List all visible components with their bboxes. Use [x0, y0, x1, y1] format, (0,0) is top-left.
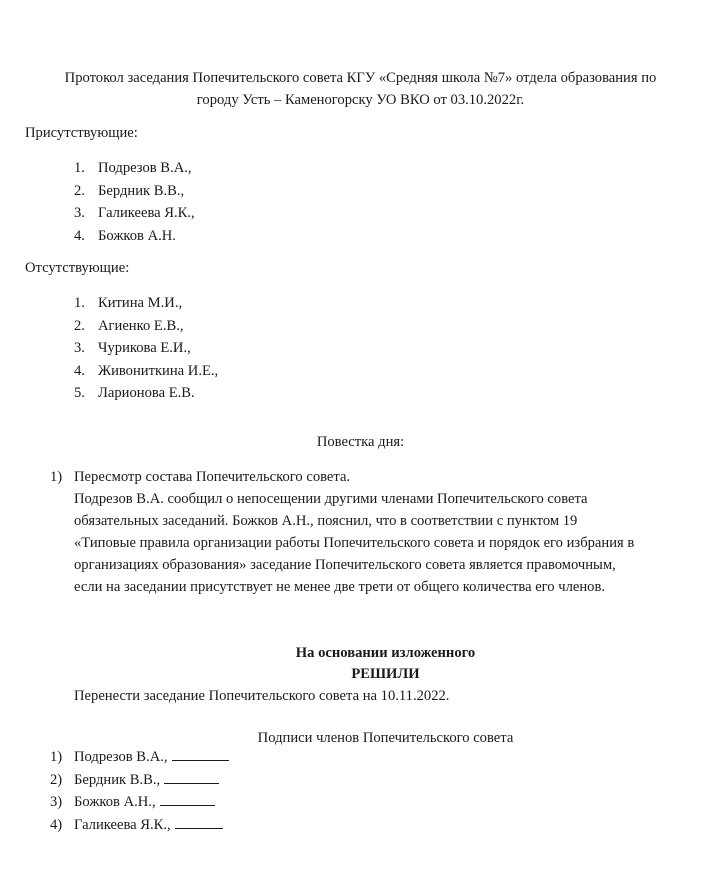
title-line-1: Протокол заседания Попечительского совета КГУ «Средняя школа №7» отдела образования по — [64, 70, 657, 86]
member-name: Чурикова Е.И., — [98, 340, 191, 356]
list-item: 4. Божков А.Н. — [74, 227, 176, 244]
signature-item: 3) Божков А.Н., — [50, 791, 229, 814]
present-list — [74, 157, 195, 247]
present-label: Присутствующие: — [25, 125, 138, 141]
signatures-list — [50, 746, 229, 836]
list-item: 3. Чурикова Е.И., — [74, 340, 191, 356]
member-name: Божков А.Н. — [98, 227, 176, 244]
decision-heading-line-1: На основании изложенного — [295, 645, 476, 661]
signer-name: Бердник В.В., — [74, 771, 161, 788]
agenda-item — [50, 466, 710, 598]
member-name: Китина М.И., — [98, 295, 183, 311]
agenda-item-line: организациях образования» заседание Попечительского совета является правомочным, — [74, 557, 616, 573]
agenda-item-line: если на заседании присутствует не менее две трети от общего количества его членов. — [74, 579, 605, 595]
member-name: Ларионова Е.В. — [98, 385, 195, 401]
signer-name: Божков А.Н., — [74, 794, 156, 810]
signature-line — [164, 769, 219, 784]
title-line-2: городу Усть – Каменогорску УО ВКО от 03.10.2022г. — [196, 92, 525, 108]
agenda-item-number: 1) — [50, 469, 63, 485]
signature-line — [160, 791, 215, 806]
document-title — [0, 67, 721, 111]
absent-list — [74, 292, 218, 405]
signature-item: 2) Бердник В.В., — [50, 769, 229, 792]
signature-line — [175, 814, 223, 829]
decision-text: Перенести заседание Попечительского совета на 10.11.2022. — [74, 688, 450, 704]
agenda-heading: Повестка дня: — [316, 434, 405, 450]
agenda-item-title: Пересмотр состава Попечительского совета. — [74, 469, 351, 485]
list-item: 1. Китина М.И., — [74, 295, 183, 311]
absent-label: Отсутствующие: — [25, 260, 130, 276]
signature-item: 1) Подрезов В.А., — [50, 746, 229, 769]
list-item: 1. Подрезов В.А., — [74, 160, 192, 176]
agenda-item-line: обязательных заседаний. Божков А.Н., пояснил, что в соответствии с пунктом 19 — [74, 513, 578, 529]
signature-line — [172, 746, 229, 761]
agenda-item-line: Подрезов В.А. сообщил о непосещении другими членами Попечительского совета — [74, 491, 588, 507]
list-item: 2. Бердник В.В., — [74, 182, 185, 199]
member-name: Подрезов В.А., — [98, 160, 192, 176]
member-name: Бердник В.В., — [98, 182, 185, 199]
signatures-heading: Подписи членов Попечительского совета — [257, 730, 514, 746]
signer-name: Подрезов В.А., — [74, 749, 168, 765]
list-item: 2. Агиенко Е.В., — [74, 317, 184, 334]
member-name: Галикеева Я.К., — [98, 205, 195, 221]
list-item: 3. Галикеева Я.К., — [74, 205, 195, 221]
member-name: Агиенко Е.В., — [98, 317, 184, 334]
list-item: 5. Ларионова Е.В. — [74, 385, 195, 401]
decision-heading-line-2: РЕШИЛИ — [351, 666, 420, 682]
agenda-item-line: «Типовые правила организации работы Попечительского совета и порядок его избрания в — [74, 535, 635, 551]
member-name: Живониткина И.Е., — [98, 362, 219, 379]
signer-name: Галикеева Я.К., — [74, 816, 171, 833]
list-item: 4. Живониткина И.Е., — [74, 362, 219, 379]
signature-item: 4) Галикеева Я.К., — [50, 814, 229, 837]
